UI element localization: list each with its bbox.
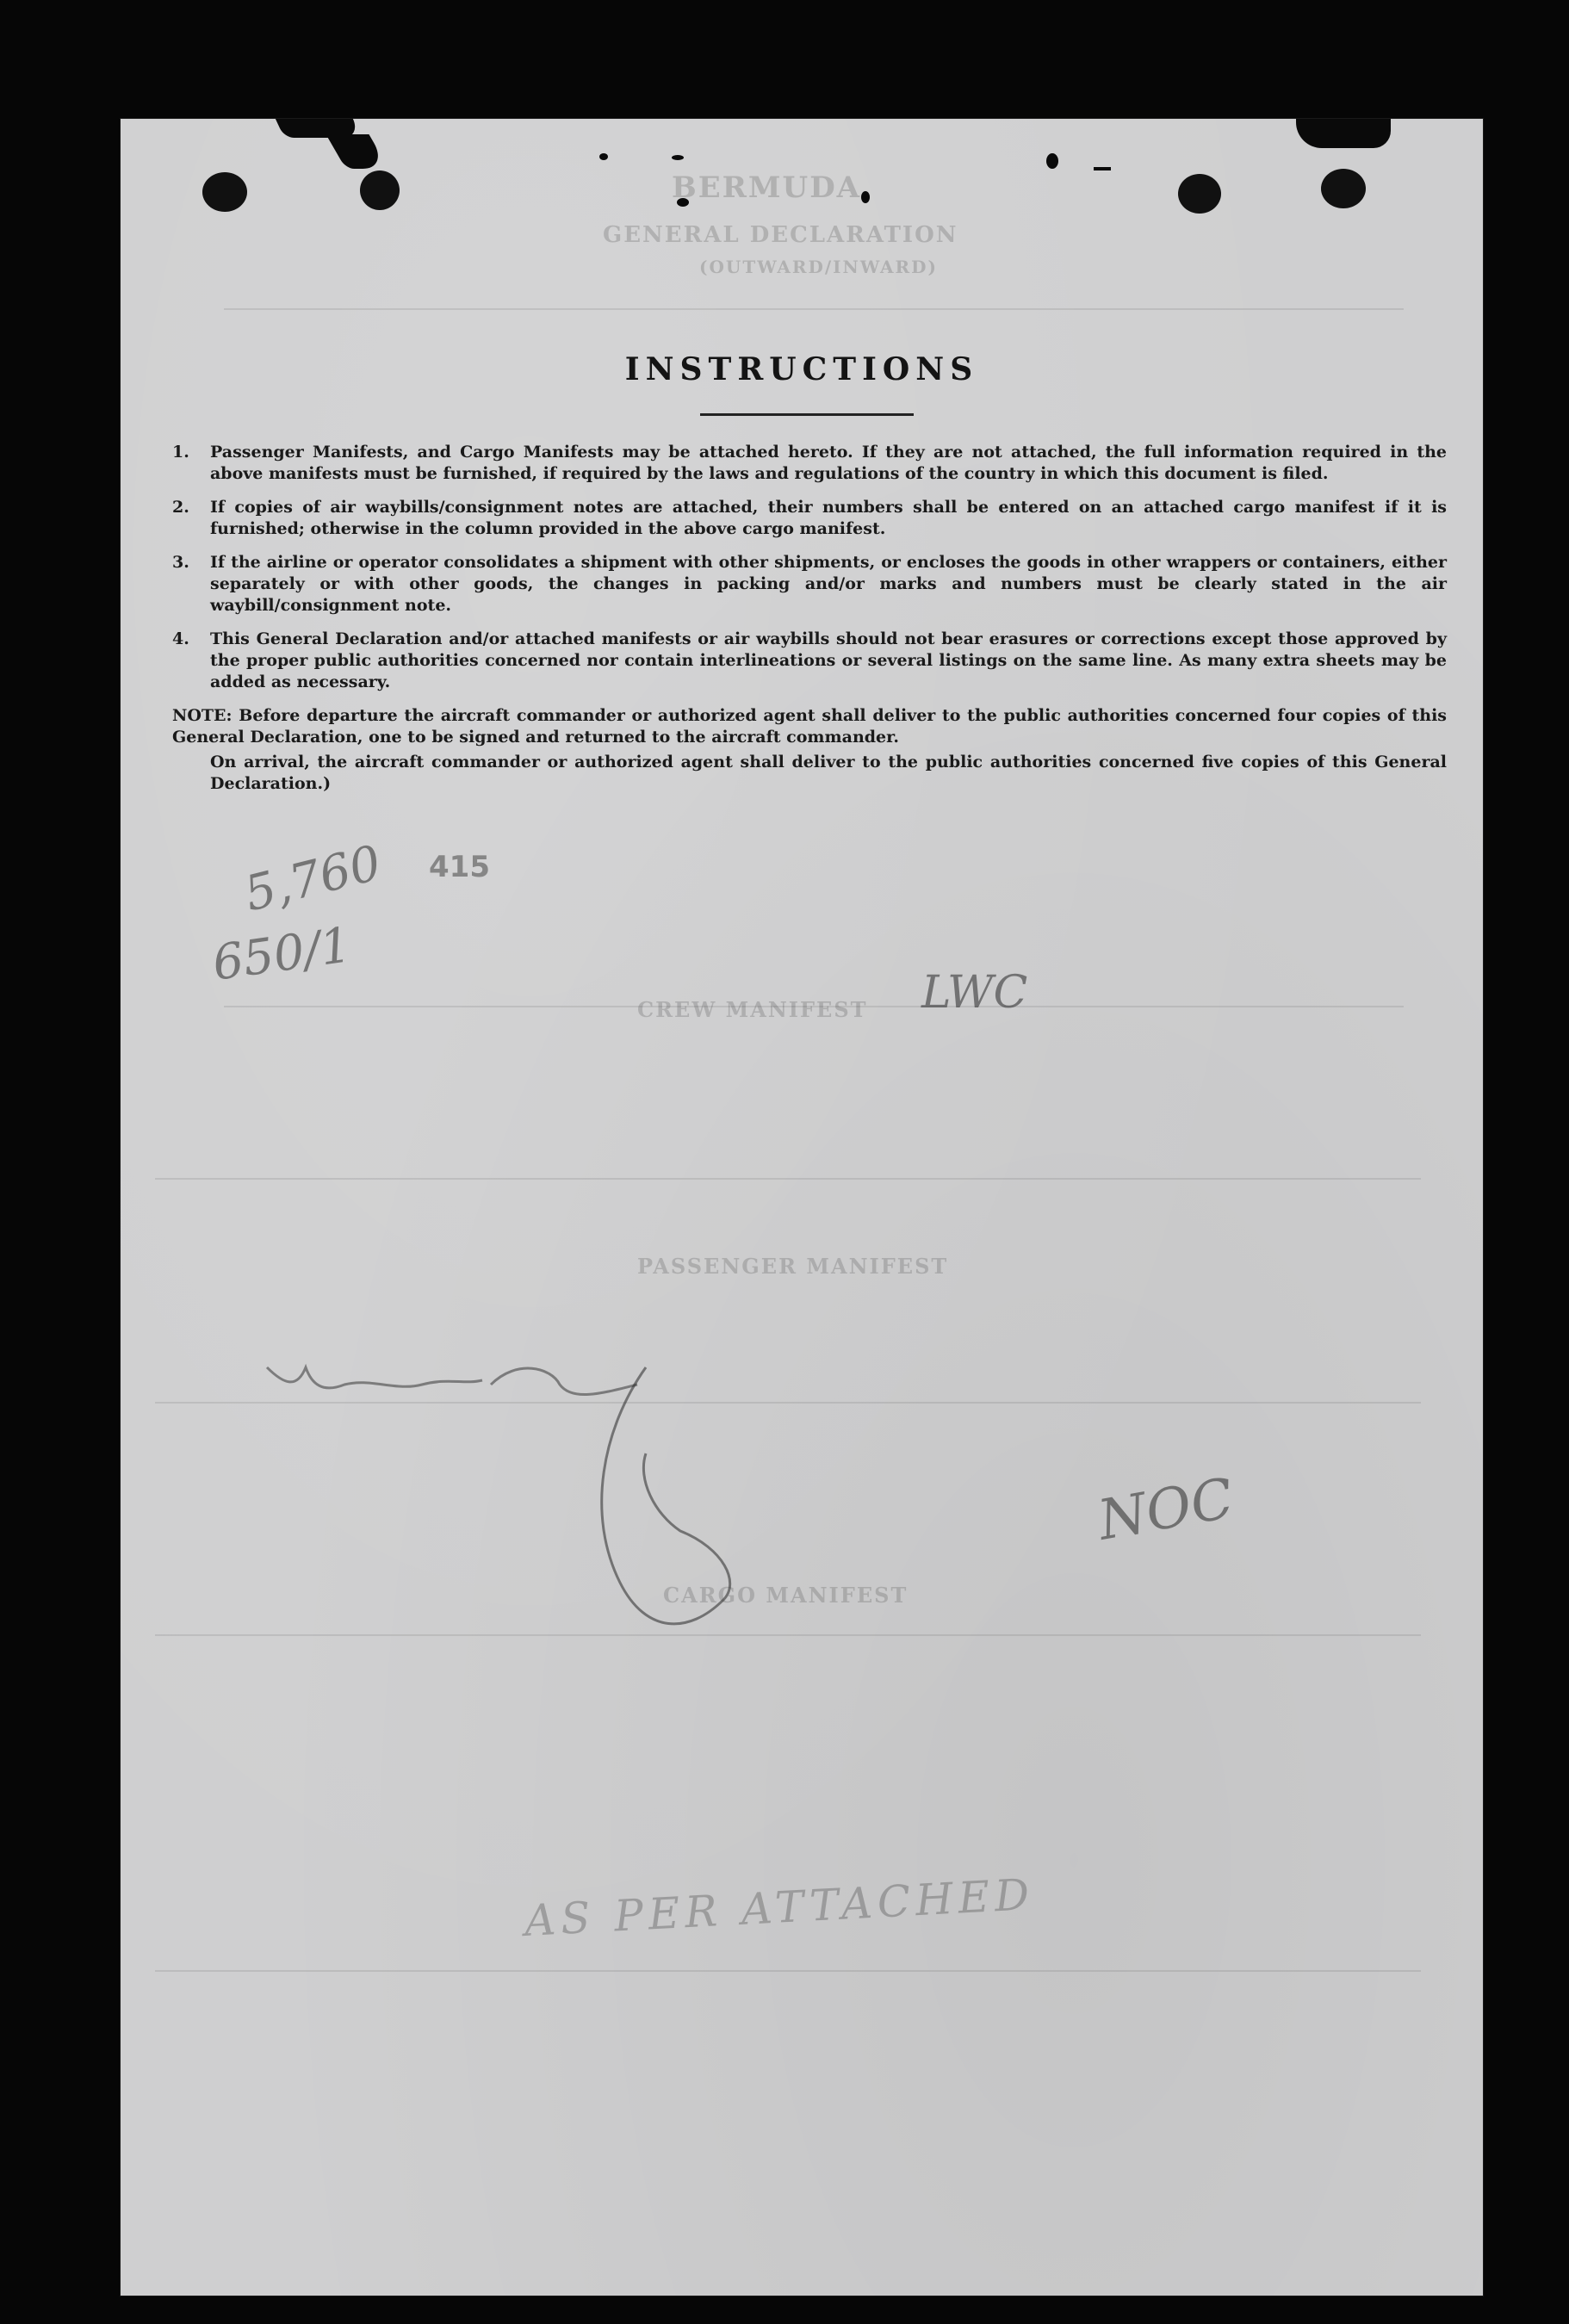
handwritten-figures-1: 5,760 [239,834,387,923]
ink-speck-4 [861,191,870,203]
note-text-2: On arrival, the aircraft commander or authorized agent shall deliver to the public authorities concerned five copies of this General Declaration.) [210,753,1447,793]
instruction-item-2 [172,497,1447,540]
bleed-through-rule-6 [155,1970,1421,1972]
bleed-through-mid-3: CARGO MANIFEST [663,1583,909,1608]
instruction-text: Passenger Manifests, and Cargo Manifests may be attached hereto. If they are not attached, the full information required in the above manifests must be furnished, if required by the laws and regulations of the country in which this document is filed. [210,443,1447,483]
bleed-through-heading-1: BERMUDA [672,170,862,205]
ink-speck-1 [599,153,608,160]
instruction-text: If the airline or operator consolidates a shipment with other shipments, or encloses the goods in other wrappers or containers, either separately or with other goods, the changes in packing and/or marks and numbers must be clearly stated in the air waybill/consignment note. [210,553,1447,615]
instruction-number: 2. [172,498,189,517]
note-text-1: Before departure the aircraft commander or authorized agent shall deliver to the public authorities concerned four copies of this General Declaration, one to be signed and returned to the aircraft commander. [172,706,1447,747]
title-underline [700,413,914,416]
torn-edge-left-2 [326,134,388,169]
instruction-number: 1. [172,443,189,462]
bleed-through-rule-5 [155,1634,1421,1636]
instruction-text: If copies of air waybills/consignment notes are attached, their numbers shall be entered on an attached cargo manifest if it is furnished; otherwise in the column provided in the above cargo manifest. [210,498,1447,538]
instruction-number: 4. [172,629,189,648]
instructions-list [172,442,1447,795]
punch-hole-left-2 [360,170,400,210]
document-page [121,119,1483,2296]
punch-hole-left-1 [202,172,247,212]
ink-speck-2 [672,155,684,160]
punch-hole-right-2 [1321,169,1366,208]
note-block [172,705,1447,748]
stamped-number: 415 [429,850,490,884]
handwritten-figures-2: 650/1 [208,917,355,992]
signature-stroke-2 [491,1368,637,1394]
punch-hole-right-1 [1178,174,1221,214]
handwritten-initials-1: LWC [921,967,1028,1019]
bleed-through-heading-3: (OUTWARD/INWARD) [699,257,938,277]
bleed-through-mid-1: CREW MANIFEST [637,997,868,1022]
bleed-through-rule-3 [155,1178,1421,1180]
torn-edge-right [1296,119,1391,148]
bleed-through-rule-4 [155,1402,1421,1404]
instruction-item-1 [172,442,1447,485]
document-title: INSTRUCTIONS [624,351,979,387]
bleed-through-rule-1 [224,308,1404,310]
handwritten-phrase: AS PER ATTACHED [523,1869,1036,1946]
handwritten-initials-2: NOC [1093,1466,1238,1553]
instruction-text: This General Declaration and/or attached manifests or air waybills should not bear erasures or corrections except those approved by the proper public authorities concerned nor contain interlineations or several listings on the same line. As many extra sheets may be added as necessary. [210,629,1447,691]
instruction-number: 3. [172,553,189,572]
ink-speck-6 [1094,167,1111,170]
note-label: NOTE: [172,706,233,725]
ink-speck-5 [1046,153,1058,169]
bleed-through-mid-2: PASSENGER MANIFEST [637,1254,949,1279]
instruction-item-4 [172,629,1447,693]
note-first-paragraph [172,705,1447,748]
bleed-through-heading-2: GENERAL DECLARATION [603,222,958,248]
instruction-item-3 [172,552,1447,617]
signature-scribble [267,1367,482,1388]
